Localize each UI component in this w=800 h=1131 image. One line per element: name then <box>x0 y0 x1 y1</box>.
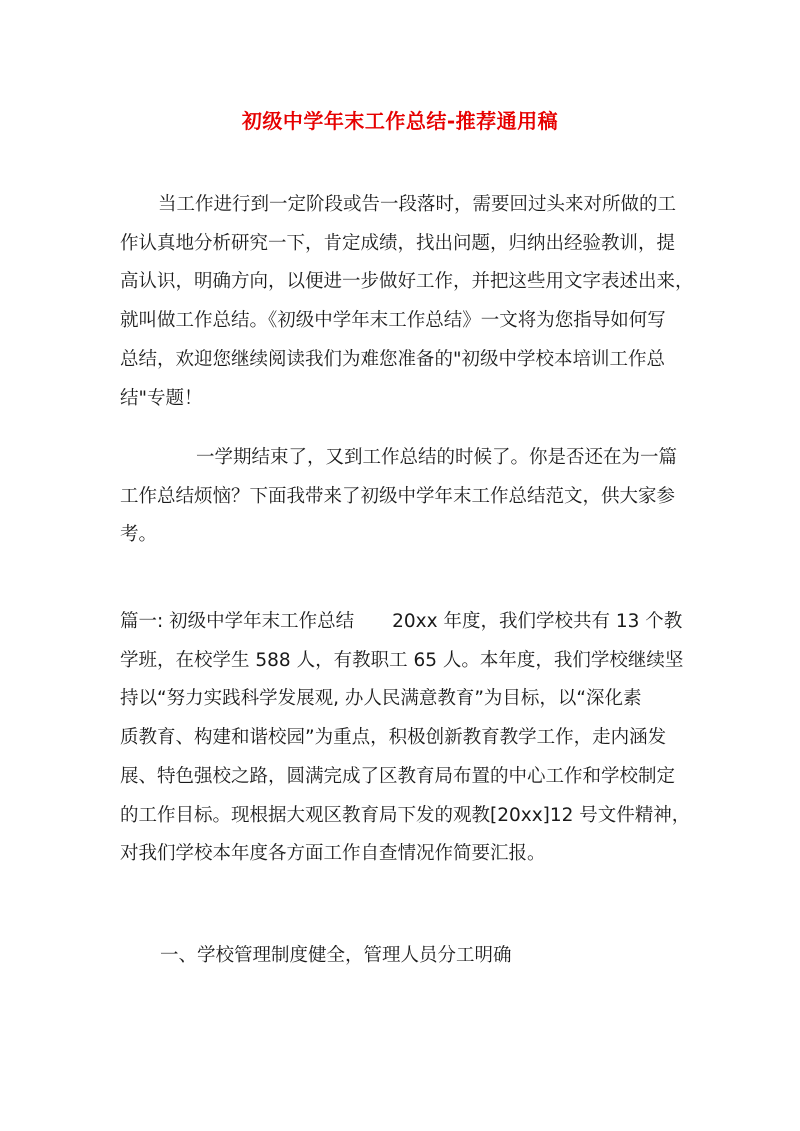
paragraph-line: 高认识，明确方向，以便进一步做好工作，并把这些用文字表述出来， <box>120 271 694 293</box>
section-heading-text: 一、学校管理制度健全，管理人员分工明确 <box>160 945 512 966</box>
paragraph-line: 工作总结烦恼？下面我带来了初级中学年末工作总结范文，供大家参 <box>120 485 676 507</box>
paragraph-line: 对我们学校本年度各方面工作自查情况作简要汇报。 <box>120 843 546 865</box>
paragraph-line: 总结，欢迎您继续阅读我们为难您准备的"初级中学校本培训工作总 <box>120 348 666 370</box>
paragraph-preface <box>120 439 686 555</box>
paragraph-line: 持以“努力实践科学发展观, 办人民满意教育”为目标，以“深化素 <box>120 688 642 710</box>
document-title: 初级中学年末工作总结-推荐通用稿 <box>241 109 559 133</box>
paragraph-first-line <box>120 603 686 642</box>
paragraph-line: 学班，在校学生 588 人，有教职工 65 人。本年度，我们学校继续坚 <box>120 649 684 671</box>
paragraph-line: 当工作进行到一定阶段或告一段落时，需要回过头来对所做的工 <box>158 194 677 215</box>
section-heading <box>160 937 690 976</box>
article-first-line-text: 20xx 年度，我们学校共有 13 个教 <box>392 611 683 632</box>
paragraph-article-one <box>120 603 691 874</box>
paragraph-line: 的工作目标。现根据大观区教育局下发的观教[20xx]12 号文件精神， <box>120 804 691 826</box>
paragraph-line: 展、特色强校之路，圆满完成了区教育局布置的中心工作和学校制定 <box>120 765 676 787</box>
paragraph-line: 质教育、构建和谐校园”为重点，积极创新教育教学工作，走内涵发 <box>120 727 667 749</box>
paragraph-line: 作认真地分析研究一下，肯定成绩，找出问题，归纳出经验教训，提 <box>120 232 676 254</box>
paragraph-line: 考。 <box>120 524 158 546</box>
article-heading: 篇一: 初级中学年末工作总结 <box>120 611 355 632</box>
paragraph-line: 一学期结束了，又到工作总结的时候了。你是否还在为一篇 <box>196 447 678 468</box>
paragraph-line: 结"专题！ <box>120 387 203 409</box>
paragraph-line: 就叫做工作总结。《初级中学年末工作总结》一文将为您指导如何写 <box>120 310 666 332</box>
paragraph-intro <box>120 186 694 418</box>
